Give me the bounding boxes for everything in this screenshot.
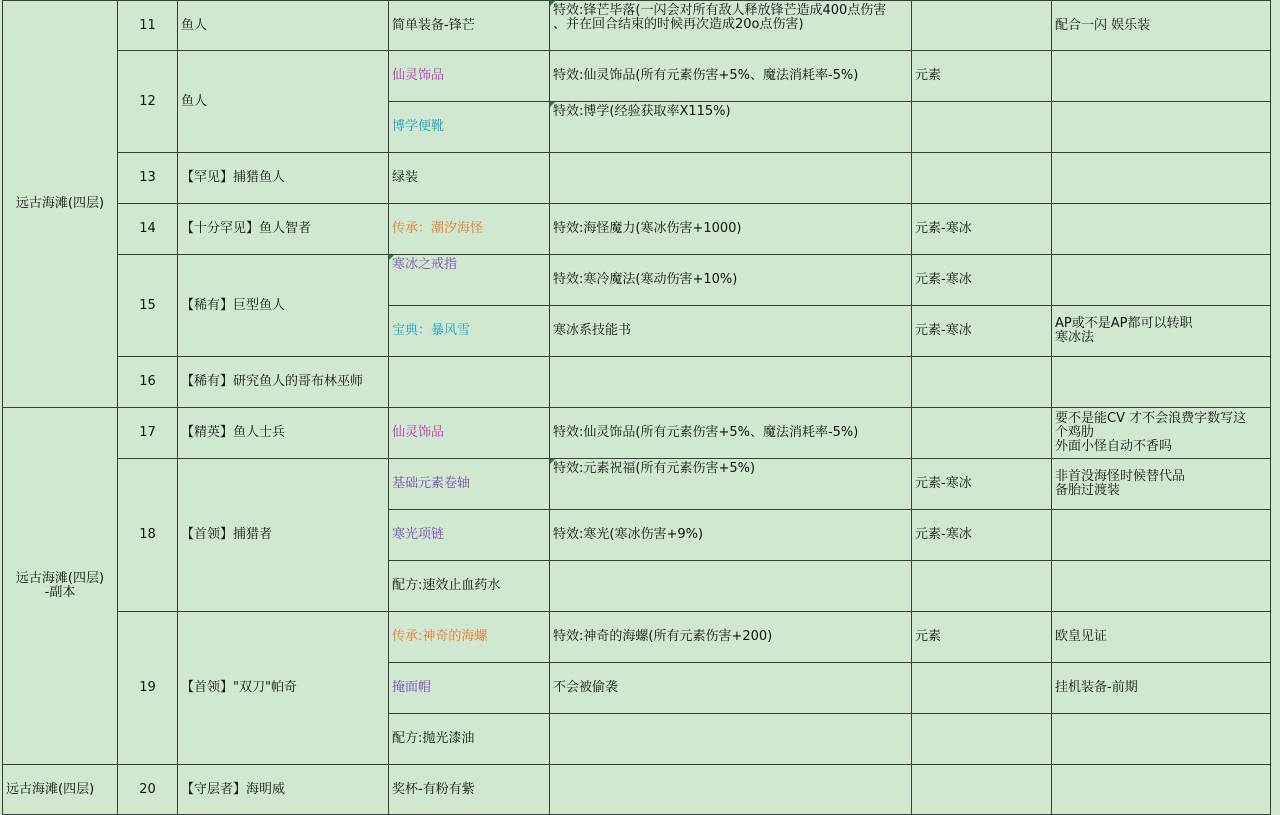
cell-text: AP或不是AP都可以转职 寒冰法 bbox=[1055, 316, 1193, 345]
cell-text: 元素 bbox=[915, 68, 942, 83]
cell-r14-num[interactable] bbox=[118, 204, 178, 255]
cell-text: 掩面帽 bbox=[392, 680, 432, 695]
cell-text: 【首领】捕猎者 bbox=[181, 527, 273, 542]
cell-r20-type[interactable] bbox=[912, 765, 1052, 815]
cell-r13-monster[interactable] bbox=[178, 153, 389, 204]
cell-r18a-note[interactable] bbox=[1052, 459, 1271, 510]
cell-text: 【守层者】海明威 bbox=[181, 781, 286, 797]
cell-r18a-effect[interactable] bbox=[550, 459, 912, 510]
cell-text: 特效:锋芒毕落(一闪会对所有敌人释放锋芒造成400点伤害 、并在回合结束的时候再次造成20o点伤害) bbox=[553, 3, 887, 32]
cell-r11-item[interactable] bbox=[389, 0, 550, 51]
cell-r14-item[interactable] bbox=[389, 204, 550, 255]
cell-text: 寒光项链 bbox=[392, 527, 445, 542]
cell-r19a-item[interactable] bbox=[389, 612, 550, 663]
cell-text: 元素-寒冰 bbox=[915, 476, 972, 491]
cell-r15-monster[interactable] bbox=[178, 255, 389, 357]
cell-r15-num[interactable] bbox=[118, 255, 178, 357]
cell-r18c-type[interactable] bbox=[912, 561, 1052, 612]
cell-r13-num[interactable] bbox=[118, 153, 178, 204]
cell-text: 【稀有】巨型鱼人 bbox=[181, 297, 286, 313]
cell-r18a-item[interactable] bbox=[389, 459, 550, 510]
cell-r11-num[interactable] bbox=[118, 0, 178, 51]
cell-r18b-item[interactable] bbox=[389, 510, 550, 561]
cell-r11-monster[interactable] bbox=[178, 0, 389, 51]
cell-r18-num[interactable] bbox=[118, 459, 178, 612]
cell-text: 【首领】"双刀"帕奇 bbox=[181, 680, 297, 695]
cell-r12a-item[interactable] bbox=[389, 51, 550, 102]
cell-text: 不会被偷袭 bbox=[553, 680, 619, 695]
cell-text: 19 bbox=[139, 680, 156, 695]
cell-text: 元素 bbox=[915, 629, 942, 644]
cell-r18c-effect[interactable] bbox=[550, 561, 912, 612]
cell-r19b-item[interactable] bbox=[389, 663, 550, 714]
cell-r20-note[interactable] bbox=[1052, 765, 1271, 815]
cell-r12-monster[interactable] bbox=[178, 51, 389, 153]
cell-text: 13 bbox=[139, 170, 156, 185]
cell-text: 16 bbox=[139, 374, 156, 389]
cell-text: 寒冰之戒指 bbox=[392, 257, 458, 272]
cell-text: 配方:抛光漆油 bbox=[392, 731, 475, 746]
cell-r19b-type[interactable] bbox=[912, 663, 1052, 714]
cell-r14-type[interactable] bbox=[912, 204, 1052, 255]
cell-text: 特效:神奇的海螺(所有元素伤害+200) bbox=[553, 629, 773, 644]
cell-r15a-note[interactable] bbox=[1052, 255, 1271, 306]
cell-r18c-note[interactable] bbox=[1052, 561, 1271, 612]
cell-text: 鱼人 bbox=[181, 93, 208, 109]
cell-r19c-effect[interactable] bbox=[550, 714, 912, 765]
cell-r19-monster[interactable] bbox=[178, 612, 389, 765]
cell-text: 17 bbox=[139, 425, 156, 440]
cell-text: 特效:仙灵饰品(所有元素伤害+5%、魔法消耗率-5%) bbox=[553, 425, 859, 440]
cell-r17-monster[interactable] bbox=[178, 408, 389, 459]
cell-r20-location[interactable] bbox=[2, 765, 118, 815]
cell-text: 仙灵饰品 bbox=[392, 68, 445, 83]
cell-text: 11 bbox=[139, 17, 156, 33]
cell-r12a-type[interactable] bbox=[912, 51, 1052, 102]
cell-r18b-effect[interactable] bbox=[550, 510, 912, 561]
cell-r12a-effect[interactable] bbox=[550, 51, 912, 102]
cell-r18a-type[interactable] bbox=[912, 459, 1052, 510]
cell-r17-location[interactable] bbox=[2, 408, 118, 765]
cell-r19a-effect[interactable] bbox=[550, 612, 912, 663]
cell-r15a-item[interactable] bbox=[389, 255, 550, 306]
cell-r20-monster[interactable] bbox=[178, 765, 389, 815]
cell-r16-note[interactable] bbox=[1052, 357, 1271, 408]
cell-r15b-type[interactable] bbox=[912, 306, 1052, 357]
cell-text: 基础元素卷轴 bbox=[392, 476, 471, 491]
cell-text: 挂机装备-前期 bbox=[1055, 680, 1138, 695]
cell-r17-num[interactable] bbox=[118, 408, 178, 459]
cell-r18b-note[interactable] bbox=[1052, 510, 1271, 561]
cell-r18b-type[interactable] bbox=[912, 510, 1052, 561]
cell-text: 15 bbox=[139, 297, 156, 313]
cell-r19b-note[interactable] bbox=[1052, 663, 1271, 714]
cell-text: 【精英】鱼人士兵 bbox=[181, 425, 286, 440]
cell-text: 远古海滩(四层) bbox=[6, 781, 95, 797]
cell-text: 绿装 bbox=[392, 170, 419, 185]
cell-r12b-effect[interactable] bbox=[550, 102, 912, 153]
cell-r19a-note[interactable] bbox=[1052, 612, 1271, 663]
cell-text: 元素-寒冰 bbox=[915, 527, 972, 542]
cell-text: 宝典：暴风雪 bbox=[392, 323, 471, 338]
cell-r19b-effect[interactable] bbox=[550, 663, 912, 714]
cell-r18c-item[interactable] bbox=[389, 561, 550, 612]
cell-text: 特效:元素祝福(所有元素伤害+5%) bbox=[553, 461, 756, 476]
cell-text: 元素-寒冰 bbox=[915, 221, 972, 236]
cell-r19c-note[interactable] bbox=[1052, 714, 1271, 765]
cell-r14-note[interactable] bbox=[1052, 204, 1271, 255]
cell-text: 仙灵饰品 bbox=[392, 425, 445, 440]
cell-text: 特效:博学(经验获取率X115%) bbox=[553, 104, 731, 119]
cell-r12-num[interactable] bbox=[118, 51, 178, 153]
cell-r11-type[interactable] bbox=[912, 0, 1052, 51]
cell-r16-item[interactable] bbox=[389, 357, 550, 408]
cell-text: 12 bbox=[139, 93, 156, 109]
cell-r13-item[interactable] bbox=[389, 153, 550, 204]
cell-r11-location[interactable] bbox=[2, 0, 118, 408]
cell-text: 非首没海怪时候替代品 备胎过渡装 bbox=[1055, 469, 1186, 498]
cell-r13-note[interactable] bbox=[1052, 153, 1271, 204]
cell-r16-effect[interactable] bbox=[550, 357, 912, 408]
cell-text: 配方:速效止血药水 bbox=[392, 578, 501, 593]
cell-r11-note[interactable] bbox=[1052, 0, 1271, 51]
cell-text: 鱼人 bbox=[181, 17, 208, 33]
cell-text: 欧皇见证 bbox=[1055, 629, 1108, 644]
cell-r17-type[interactable] bbox=[912, 408, 1052, 459]
cell-text: 传承:神奇的海螺 bbox=[392, 629, 488, 644]
cell-r20-num[interactable] bbox=[118, 765, 178, 815]
cell-r19-num[interactable] bbox=[118, 612, 178, 765]
cell-r19a-type[interactable] bbox=[912, 612, 1052, 663]
cell-text: 特效:仙灵饰品(所有元素伤害+5%、魔法消耗率-5%) bbox=[553, 68, 859, 83]
cell-r17-note[interactable] bbox=[1052, 408, 1271, 459]
cell-r20-effect[interactable] bbox=[550, 765, 912, 815]
cell-r17-effect[interactable] bbox=[550, 408, 912, 459]
cell-text: 【罕见】捕猎鱼人 bbox=[181, 170, 286, 185]
cell-r20-item[interactable] bbox=[389, 765, 550, 815]
cell-text: 博学便靴 bbox=[392, 119, 445, 134]
cell-text: 14 bbox=[139, 221, 156, 236]
cell-r17-item[interactable] bbox=[389, 408, 550, 459]
cell-r15b-item[interactable] bbox=[389, 306, 550, 357]
cell-r16-num[interactable] bbox=[118, 357, 178, 408]
cell-text: 传承：潮汐海怪 bbox=[392, 221, 484, 236]
cell-text: 简单装备-锋芒 bbox=[392, 17, 475, 33]
cell-text: 特效:寒光(寒冰伤害+9%) bbox=[553, 527, 704, 542]
cell-r14-effect[interactable] bbox=[550, 204, 912, 255]
cell-text: 要不是能CV 才不会浪费字数写这 个鸡肋 外面小怪自动不香吗 bbox=[1055, 411, 1247, 454]
cell-r15a-effect[interactable] bbox=[550, 255, 912, 306]
cell-text: 【十分罕见】鱼人智者 bbox=[181, 221, 312, 236]
cell-r13-effect[interactable] bbox=[550, 153, 912, 204]
cell-r13-type[interactable] bbox=[912, 153, 1052, 204]
cell-text: 远古海滩(四层) -副本 bbox=[15, 571, 105, 600]
cell-text: 远古海滩(四层) bbox=[15, 196, 105, 211]
cell-text: 寒冰系技能书 bbox=[553, 323, 632, 338]
cell-r14-monster[interactable] bbox=[178, 204, 389, 255]
cell-text: 20 bbox=[139, 781, 156, 797]
cell-text: 奖杯-有粉有紫 bbox=[392, 781, 475, 797]
cell-text: 元素-寒冰 bbox=[915, 272, 972, 287]
cell-text: 特效:海怪魔力(寒冰伤害+1000) bbox=[553, 221, 742, 236]
cell-r15b-effect[interactable] bbox=[550, 306, 912, 357]
cell-text: 配合一闪 娱乐装 bbox=[1055, 17, 1151, 33]
cell-text: 18 bbox=[139, 527, 156, 542]
cell-r12b-item[interactable] bbox=[389, 102, 550, 153]
cell-r12a-note[interactable] bbox=[1052, 51, 1271, 102]
cell-r15a-type[interactable] bbox=[912, 255, 1052, 306]
cell-r19c-item[interactable] bbox=[389, 714, 550, 765]
cell-r12b-note[interactable] bbox=[1052, 102, 1271, 153]
cell-r15b-note[interactable] bbox=[1052, 306, 1271, 357]
cell-r11-effect[interactable] bbox=[550, 0, 912, 51]
cell-r18-monster[interactable] bbox=[178, 459, 389, 612]
cell-text: 特效:寒冷魔法(寒动伤害+10%) bbox=[553, 272, 738, 287]
cell-r16-monster[interactable] bbox=[178, 357, 389, 408]
cell-r19c-type[interactable] bbox=[912, 714, 1052, 765]
cell-text: 元素-寒冰 bbox=[915, 323, 972, 338]
cell-text: 【稀有】研究鱼人的哥布林巫师 bbox=[181, 374, 364, 389]
cell-r16-type[interactable] bbox=[912, 357, 1052, 408]
cell-r12b-type[interactable] bbox=[912, 102, 1052, 153]
